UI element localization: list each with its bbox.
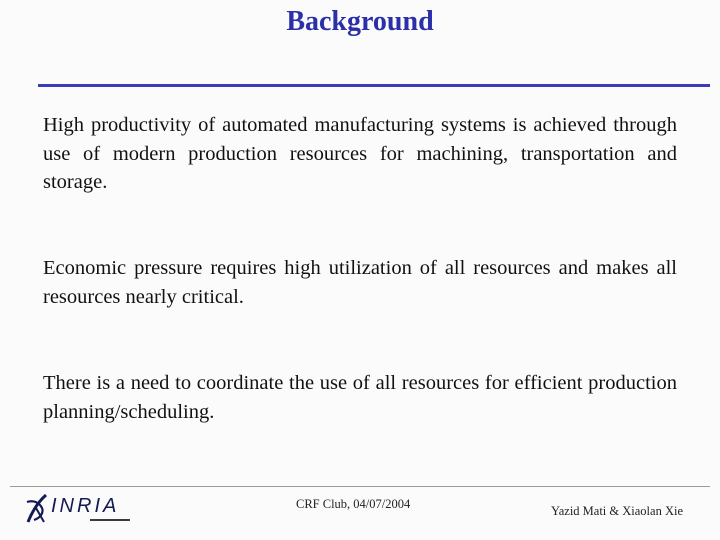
inria-logo-mark-icon	[24, 492, 50, 524]
inria-logo-underline	[90, 519, 130, 521]
footer-divider	[10, 486, 710, 487]
paragraph-productivity: High productivity of automated manufacturing systems is achieved through use of modern production resources for machining, transportation and storage.	[43, 114, 677, 193]
title-divider	[38, 84, 710, 87]
inria-logo-text: INRIA	[51, 495, 120, 517]
paragraph-economic-pressure: Economic pressure requires high utilization of all resources and makes all resources nearly critical.	[43, 257, 677, 308]
paragraph-coordination: There is a need to coordinate the use of all resources for efficient production planning/scheduling.	[43, 372, 677, 423]
slide-title: Background	[286, 6, 434, 37]
footer-authors: Yazid Mati & Xiaolan Xie	[550, 504, 683, 518]
footer-event-date: CRF Club, 04/07/2004	[296, 497, 411, 511]
inria-logo	[24, 490, 136, 528]
